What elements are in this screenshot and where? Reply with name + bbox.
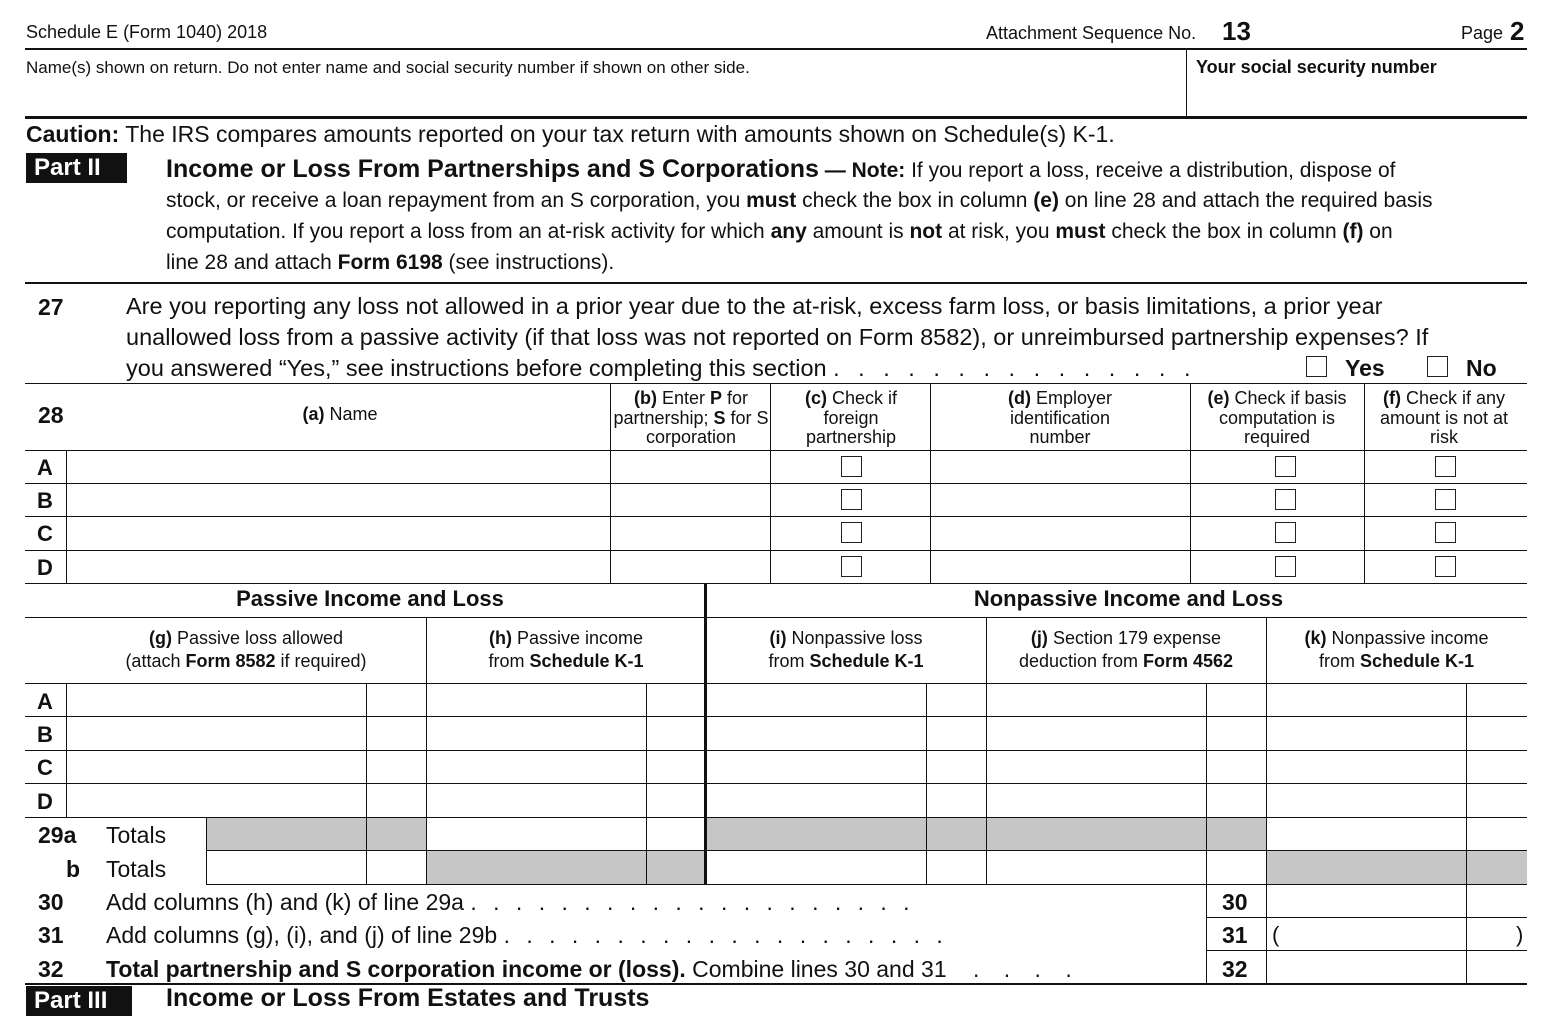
nonpassive-section-header: Nonpassive Income and Loss (973, 586, 1284, 611)
page-label: Page (1461, 23, 1504, 43)
row28b-foreign-checkbox[interactable] (841, 489, 862, 510)
names-label: Name(s) shown on return. Do not enter name and social security number if shown on other side. (26, 58, 750, 77)
line29b-i-total-field[interactable] (708, 852, 924, 882)
row28c-basis-checkbox[interactable] (1275, 522, 1296, 543)
part2-badge: Part II (26, 153, 127, 183)
part2-rule (25, 282, 1527, 284)
rowD-g-field[interactable] (68, 785, 364, 815)
line31-close-paren: ) (1516, 922, 1524, 947)
part2-note-line1: Income or Loss From Partnerships and S Corporations — Note: If you report a loss, receive a distribution, dispose of (166, 155, 1396, 183)
line30-box-number: 30 (1222, 889, 1248, 915)
line29b-j-total-field[interactable] (988, 852, 1204, 882)
row29-label-d: D (37, 789, 53, 814)
row28b-ein-field[interactable] (932, 485, 1188, 515)
row28d-ein-field[interactable] (932, 552, 1188, 582)
ssn-label: Your social security number (1196, 57, 1437, 77)
row28a-type-field[interactable] (612, 452, 768, 482)
part2-title: Income or Loss From Partnerships and S Corporations (166, 155, 819, 183)
line29b-label: Totals (106, 856, 167, 882)
col-a-header: (a) Name (302, 404, 378, 424)
line27-no-label: No (1466, 355, 1497, 381)
row29-label-b: B (37, 722, 53, 747)
row28-label-b: B (37, 488, 53, 513)
line29b-h-shaded (426, 851, 704, 884)
rowD-h-field[interactable] (428, 785, 644, 815)
rowD-i-field[interactable] (708, 785, 924, 815)
line31-number: 31 (38, 922, 64, 948)
rowB-j-field[interactable] (988, 718, 1204, 748)
line29a-k-total-field[interactable] (1268, 819, 1464, 849)
line31-amount-field[interactable] (1282, 919, 1512, 949)
part2-note-line2: stock, or receive a loan repayment from an S corporation, you must check the box in column (e) on line 28 and attach the required basis (166, 189, 1433, 212)
row28a-ein-field[interactable] (932, 452, 1188, 482)
row28a-basis-checkbox[interactable] (1275, 456, 1296, 477)
row28c-foreign-checkbox[interactable] (841, 522, 862, 543)
line32-amount-field[interactable] (1268, 952, 1524, 982)
row28b-atrisk-checkbox[interactable] (1435, 489, 1456, 510)
line27-yes-checkbox[interactable] (1306, 356, 1327, 377)
page-number: 2 (1510, 16, 1525, 46)
col-k-header: (k) Nonpassive income from Schedule K-1 (1304, 628, 1489, 671)
name-row-rule (25, 116, 1527, 119)
col-f-header: (f) Check if any amount is not at risk (1379, 388, 1509, 447)
line29a-number: 29a (38, 822, 77, 848)
row28c-name-field[interactable] (68, 518, 608, 548)
header-rule (25, 48, 1527, 50)
col-b-header: (b) Enter P for partnership; S for S corporation (613, 388, 769, 447)
rowB-i-field[interactable] (708, 718, 924, 748)
ssn-field[interactable] (1190, 80, 1525, 114)
attachment-number: 13 (1222, 16, 1251, 46)
row28c-atrisk-checkbox[interactable] (1435, 522, 1456, 543)
row28-label-c: C (37, 521, 53, 546)
col-g-header: (g) Passive loss allowed (attach Form 8582 if required) (125, 628, 367, 671)
rowA-k-field[interactable] (1268, 685, 1464, 715)
col-i-header: (i) Nonpassive loss from Schedule K-1 (768, 628, 924, 671)
col-h-header: (h) Passive income from Schedule K-1 (488, 628, 644, 671)
form-name: Schedule E (Form 1040) 2018 (26, 22, 268, 42)
row29-label-c: C (37, 755, 53, 780)
rowB-h-field[interactable] (428, 718, 644, 748)
part3-title: Income or Loss From Estates and Trusts (166, 984, 650, 1012)
passive-section-header: Passive Income and Loss (236, 586, 504, 611)
rowA-h-field[interactable] (428, 685, 644, 715)
rowC-k-field[interactable] (1268, 752, 1464, 782)
line29b-g-total-field[interactable] (208, 852, 364, 882)
line30-number: 30 (38, 889, 64, 915)
line31-open-paren: ( (1272, 922, 1280, 947)
row28a-foreign-checkbox[interactable] (841, 456, 862, 477)
col-c-header: (c) Check if foreign partnership (804, 388, 898, 447)
line29a-h-total-field[interactable] (428, 819, 644, 849)
row28d-foreign-checkbox[interactable] (841, 556, 862, 577)
rowC-g-field[interactable] (68, 752, 364, 782)
line29b-number: b (66, 856, 81, 882)
line27-rule (25, 383, 1527, 384)
rowC-h-field[interactable] (428, 752, 644, 782)
line27-text-1: Are you reporting any loss not allowed in a prior year due to the at-risk, excess farm loss, or basis limitations, a prior year (126, 293, 1383, 319)
row28d-atrisk-checkbox[interactable] (1435, 556, 1456, 577)
rowC-i-field[interactable] (708, 752, 924, 782)
line31-text: Add columns (g), (i), and (j) of line 29b . . . . . . . . . . . . . . . . . . . . (106, 922, 948, 948)
col-e-header: (e) Check if basis computation is required (1207, 388, 1347, 447)
line32-box-number: 32 (1222, 956, 1248, 982)
line32-number: 32 (38, 956, 64, 982)
line27-yes-label: Yes (1345, 355, 1385, 381)
row28-label-a: A (37, 455, 53, 480)
row28b-type-field[interactable] (612, 485, 768, 515)
rowC-j-field[interactable] (988, 752, 1204, 782)
line27-text-3: you answered “Yes,” see instructions before completing this section . . . . . . . . . . . . . . . (126, 355, 1197, 381)
line32-text: Total partnership and S corporation income or (loss). Combine lines 30 and 31 . . . . (106, 956, 1081, 982)
rowD-k-field[interactable] (1268, 785, 1464, 815)
row28c-ein-field[interactable] (932, 518, 1188, 548)
part2-note-label: Note: (851, 159, 906, 182)
rowB-k-field[interactable] (1268, 718, 1464, 748)
caution-label: Caution: (26, 121, 120, 147)
rowD-j-field[interactable] (988, 785, 1204, 815)
col-d-header: (d) Employer identification number (1007, 388, 1113, 447)
rowB-g-field[interactable] (68, 718, 364, 748)
line30-amount-field[interactable] (1268, 886, 1524, 916)
row28a-atrisk-checkbox[interactable] (1435, 456, 1456, 477)
rowA-i-field[interactable] (708, 685, 924, 715)
line27-no-checkbox[interactable] (1427, 356, 1448, 377)
row28d-basis-checkbox[interactable] (1275, 556, 1296, 577)
name-ssn-divider (1186, 49, 1187, 116)
attachment-label: Attachment Sequence No. (986, 23, 1197, 43)
row28d-type-field[interactable] (612, 552, 768, 582)
part3-badge: Part III (26, 986, 132, 1016)
row29-label-a: A (37, 689, 53, 714)
row28b-basis-checkbox[interactable] (1275, 489, 1296, 510)
line31-box-number: 31 (1222, 922, 1248, 948)
part2-note-line3: computation. If you report a loss from an at-risk activity for which any amount is not at risk, you must check the box in column (f) on (166, 220, 1393, 243)
part2-note-line4: line 28 and attach Form 6198 (see instructions). (166, 251, 615, 274)
line29b-k-shaded (1266, 851, 1527, 884)
line29a-label: Totals (106, 822, 167, 848)
line29a-g-shaded (206, 818, 426, 850)
line27-number: 27 (38, 294, 64, 320)
row28-label-d: D (37, 555, 53, 580)
names-field[interactable] (26, 80, 1181, 114)
row28a-name-field[interactable] (68, 452, 608, 482)
caution-line (26, 121, 1115, 148)
rowA-g-field[interactable] (68, 685, 364, 715)
row28c-type-field[interactable] (612, 518, 768, 548)
line28-number: 28 (38, 402, 64, 428)
rowA-j-field[interactable] (988, 685, 1204, 715)
row28d-name-field[interactable] (68, 552, 608, 582)
caution-text: The IRS compares amounts reported on your tax return with amounts shown on Schedule(s) K-1. (125, 121, 1115, 147)
line27-text-2: unallowed loss from a passive activity (if that loss was not reported on Form 8582), or unreimbursed partnership expenses? If (126, 324, 1429, 350)
row28b-name-field[interactable] (68, 485, 608, 515)
line30-text: Add columns (h) and (k) of line 29a . . . . . . . . . . . . . . . . . . . . (106, 889, 915, 915)
col-j-header: (j) Section 179 expense deduction from Form 4562 (1018, 628, 1234, 671)
